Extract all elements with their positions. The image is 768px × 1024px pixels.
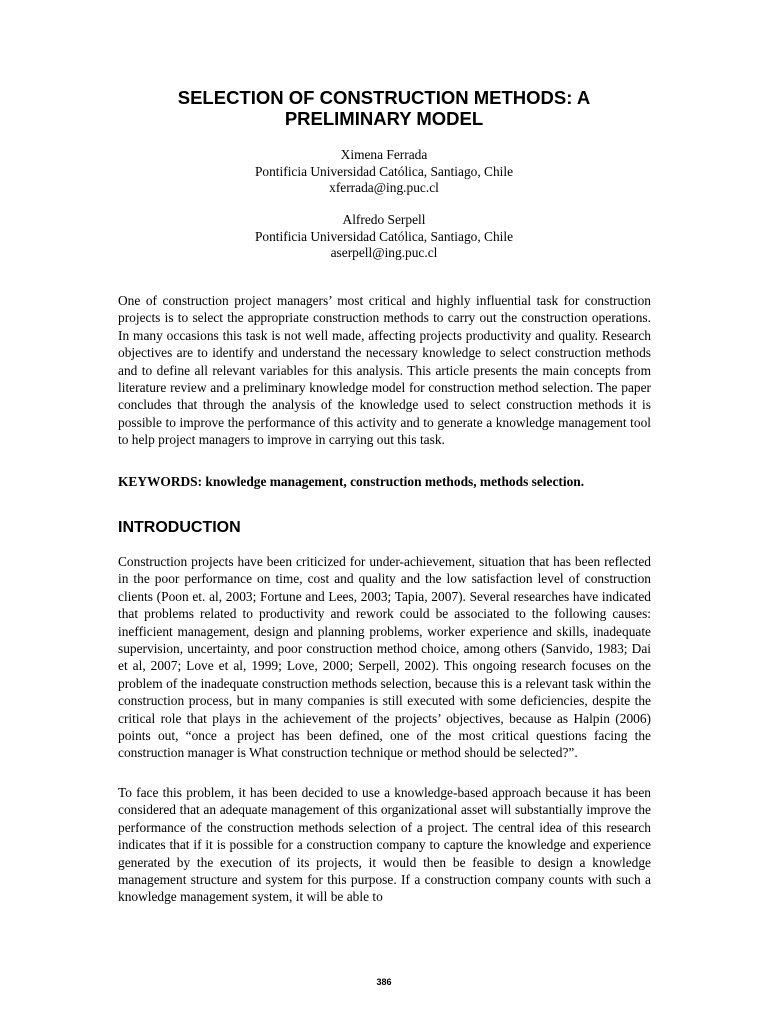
abstract-paragraph: One of construction project managers’ most critical and highly influential task for construction projects is to select the appropriate construction methods to carry out the construction operations. In many occasions this task is not well made, affecting projects productivity and quality. Research objectives are to identify and understand the necessary knowledge to select construction methods and to define all relevant variables for this analysis. This article presents the main concepts from literature review and a preliminary knowledge model for construction method selection. The paper concludes that through the analysis of the knowledge used to select construction methods it is possible to improve the performance of this activity and to generate a knowledge management tool to help project managers to improve in carrying out this task. — [118, 293, 651, 448]
section-heading-introduction: INTRODUCTION — [118, 519, 241, 536]
paper-title-line-1: SELECTION OF CONSTRUCTION METHODS: A — [177, 87, 591, 108]
author-affiliation: Pontificia Universidad Católica, Santiago, Chile — [254, 163, 514, 179]
author-affiliation: Pontificia Universidad Católica, Santiago, Chile — [254, 228, 514, 244]
author-name: Alfredo Serpell — [342, 212, 426, 227]
keywords-line: KEYWORDS: knowledge management, construction methods, methods selection. — [118, 474, 585, 489]
author-block-2 — [0, 212, 768, 262]
paper-title-line-2: PRELIMINARY MODEL — [284, 108, 484, 129]
introduction-paragraph-1: Construction projects have been criticized for under-achievement, situation that has been reflected in the poor performance on time, cost and quality and the low satisfaction level of construction clients (Poon et. al, 2003; Fortune and Lees, 2003; Tapia, 2007). Several researches have indicated that problems related to productivity and rework could be associated to the following causes: inefficient management, design and planning problems, worker experience and skills, inadequate supervision, uncertainty, and poor construction method choice, among others (Sanvido, 1983; Dai et al, 2007; Love et al, 1999; Love, 2000; Serpell, 2002). This ongoing research focuses on the problem of the inadequate construction methods selection, because this is a relevant task within the construction process, but in many companies is still executed with some deficiencies, despite the critical role that plays in the achievement of the projects’ objectives, because as Halpin (2006) points out, “once a project has been defined, one of the most critical questions facing the construction manager is What construction technique or method should be selected?”. — [118, 554, 651, 761]
introduction-paragraph-2: To face this problem, it has been decided to use a knowledge-based approach because it has been considered that an adequate management of this organizational asset will substantially improve the performance of the construction methods selection of a project. The central idea of this research indicates that if it is possible for a construction company to capture the knowledge and experience generated by the execution of its projects, it would then be feasible to design a knowledge management structure and system for this purpose. If a construction company counts with such a knowledge management system, it will be able to — [118, 785, 651, 905]
paper-title — [0, 87, 768, 129]
author-block-1 — [0, 147, 768, 197]
author-email: aserpell@ing.puc.cl — [330, 245, 438, 260]
author-name: Ximena Ferrada — [340, 147, 428, 162]
page-number: 386 — [376, 977, 392, 987]
author-email: xferrada@ing.puc.cl — [329, 180, 439, 195]
